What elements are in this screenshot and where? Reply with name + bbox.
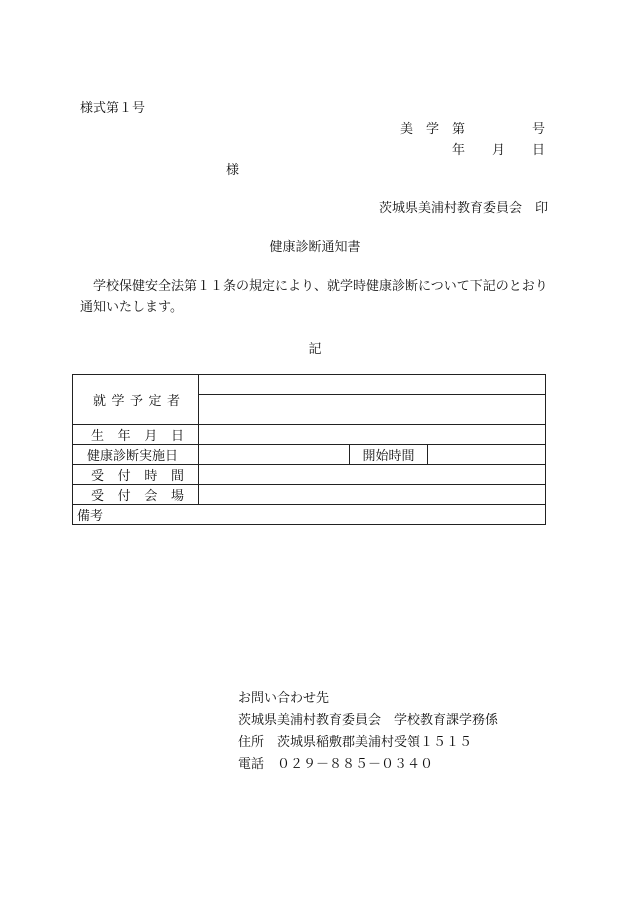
addressee-suffix: 様 <box>226 163 240 178</box>
table-row <box>73 375 546 395</box>
exam-date-value-cell <box>199 445 350 465</box>
table-row <box>73 505 546 525</box>
contact-block <box>238 688 498 776</box>
date-year: 年 <box>452 143 466 158</box>
form-number: 様式第１号 <box>80 101 146 116</box>
student-label-cell: 就 学 予 定 者 <box>73 375 199 425</box>
reception-time-label-cell: 受 付 時 間 <box>73 465 199 485</box>
document-title: 健康診断通知書 <box>269 240 361 255</box>
start-time-value-cell <box>428 445 546 465</box>
start-time-label-cell: 開始時間 <box>350 445 428 465</box>
contact-office: 茨城県美浦村教育委員会 学校教育課学務係 <box>238 713 499 728</box>
reference-gou: 号 <box>532 122 546 137</box>
reception-place-value-cell <box>199 485 546 505</box>
table-row <box>73 465 546 485</box>
date-day: 日 <box>532 143 546 158</box>
body-text: 学校保健安全法第１１条の規定により、就学時健康診断について下記のとおり通知いたします。 <box>80 279 548 315</box>
notice-table <box>72 374 546 525</box>
table-row <box>73 445 546 465</box>
reception-time-value-cell <box>199 465 546 485</box>
table-row <box>73 425 546 445</box>
student-name-cell <box>199 395 546 425</box>
reference-school: 学 <box>426 122 440 137</box>
table-row <box>73 485 546 505</box>
remarks-cell: 備考 <box>73 505 546 525</box>
issuer: 茨城県美浦村教育委員会 印 <box>378 201 548 216</box>
reference-prefix: 美 <box>400 122 414 137</box>
contact-address: 住所 茨城県稲敷郡美浦村受領１５１５ <box>238 735 473 750</box>
ki-heading: 記 <box>308 342 322 357</box>
student-furigana-cell <box>199 375 546 395</box>
contact-phone: 電話 ０２９－８８５－０３４０ <box>238 757 434 772</box>
date-month: 月 <box>492 143 506 158</box>
exam-date-label-cell: 健康診断実施日 <box>73 445 199 465</box>
contact-heading: お問い合わせ先 <box>238 691 330 706</box>
reception-place-label-cell: 受 付 会 場 <box>73 485 199 505</box>
reference-dai: 第 <box>452 122 466 137</box>
birth-label-cell: 生 年 月 日 <box>73 425 199 445</box>
birth-value-cell <box>199 425 546 445</box>
